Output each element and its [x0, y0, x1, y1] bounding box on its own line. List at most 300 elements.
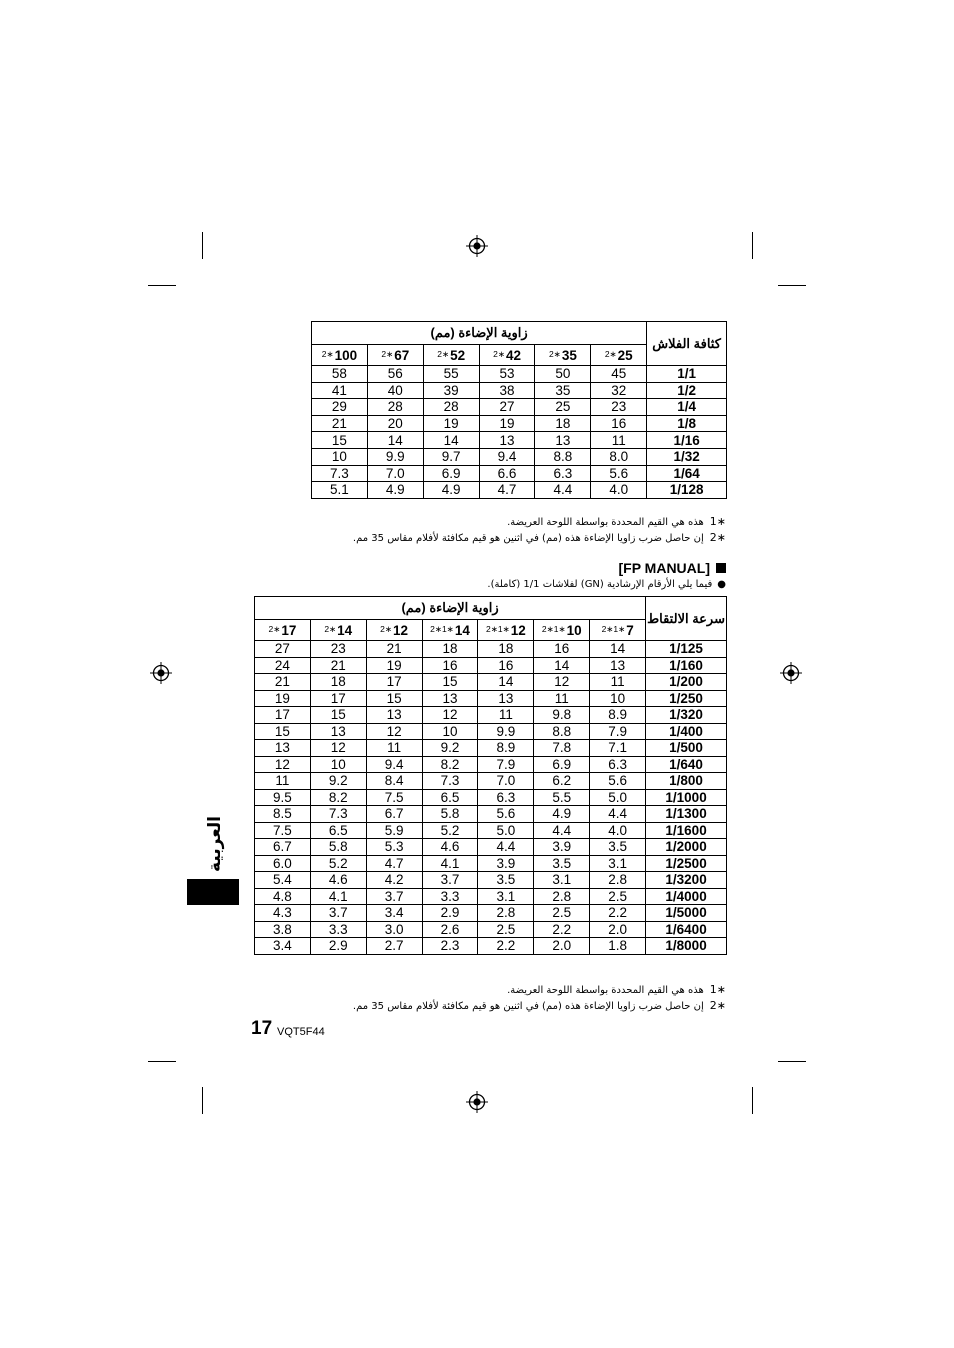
table-cell: 3.0 [366, 921, 422, 938]
column-header [535, 345, 591, 366]
table-cell: 21 [310, 657, 366, 674]
registration-mark-icon [780, 662, 802, 684]
table-row [312, 448, 727, 465]
table-cell: 12 [534, 674, 590, 691]
table-cell: 19 [366, 657, 422, 674]
row-label: 1/1000 [646, 789, 727, 806]
footnote-mark: 2∗ [548, 348, 561, 359]
table-cell: 11 [534, 690, 590, 707]
column-header [478, 620, 534, 641]
table-row [255, 921, 727, 938]
table-cell: 13 [479, 432, 535, 449]
table-cell: 3.3 [422, 888, 478, 905]
table-cell: 4.4 [478, 839, 534, 856]
column-value: 35 [561, 347, 577, 363]
table-cell: 4.4 [590, 806, 646, 823]
row-label: 1/800 [646, 773, 727, 790]
table-cell: 17 [255, 707, 311, 724]
row-label: 1/125 [646, 641, 727, 658]
table-cell: 9.5 [255, 789, 311, 806]
column-header [534, 620, 590, 641]
column-header [255, 620, 311, 641]
table-cell: 5.1 [312, 482, 368, 499]
illumination-angle-header: زاوية الإضاءة (مم) [312, 322, 647, 345]
row-label: 1/250 [646, 690, 727, 707]
row-label: 1/400 [646, 723, 727, 740]
table-cell: 12 [422, 707, 478, 724]
table-cell: 13 [422, 690, 478, 707]
table-cell: 2.2 [478, 938, 534, 955]
table-cell: 10 [590, 690, 646, 707]
footnote-mark: 2∗1∗ [430, 623, 454, 634]
table-cell: 18 [478, 641, 534, 658]
table-cell: 5.9 [366, 822, 422, 839]
footnote-text: هذه هي القيم المحددة بواسطة اللوحة العريضة. [507, 985, 704, 996]
table-cell: 3.9 [478, 855, 534, 872]
table-row [312, 366, 727, 383]
table-cell: 9.8 [534, 707, 590, 724]
table-cell: 9.9 [478, 723, 534, 740]
row-label: 1/6400 [646, 921, 727, 938]
row-label: 1/160 [646, 657, 727, 674]
table-cell: 6.3 [535, 465, 591, 482]
footnote-2 [353, 999, 726, 1012]
column-value: 42 [505, 347, 521, 363]
row-label: 1/1600 [646, 822, 727, 839]
language-tab [187, 879, 239, 905]
table-cell: 4.1 [310, 888, 366, 905]
column-value: 12 [393, 622, 409, 638]
table-cell: 4.4 [534, 822, 590, 839]
table-cell: 6.6 [479, 465, 535, 482]
table-cell: 15 [312, 432, 368, 449]
table-cell: 17 [366, 674, 422, 691]
table-cell: 4.7 [479, 482, 535, 499]
table-cell: 7.1 [590, 740, 646, 757]
table-cell: 8.2 [422, 756, 478, 773]
table-cell: 13 [478, 690, 534, 707]
table-cell: 11 [255, 773, 311, 790]
column-value: 14 [337, 622, 353, 638]
row-label: 1/320 [646, 707, 727, 724]
table-cell: 4.7 [366, 855, 422, 872]
trim-mark [202, 232, 203, 259]
table-cell: 41 [312, 382, 368, 399]
table-cell: 9.4 [366, 756, 422, 773]
table-cell: 10 [422, 723, 478, 740]
table-row [255, 839, 727, 856]
table-cell: 27 [479, 399, 535, 416]
row-label: 1/5000 [646, 905, 727, 922]
table-cell: 28 [367, 399, 423, 416]
table-cell: 8.8 [534, 723, 590, 740]
table-cell: 11 [366, 740, 422, 757]
section-title [618, 560, 726, 576]
table-cell: 18 [310, 674, 366, 691]
column-value: 67 [394, 347, 410, 363]
table-cell: 3.4 [366, 905, 422, 922]
flash-intensity-table [311, 321, 727, 499]
table-cell: 7.3 [422, 773, 478, 790]
language-label: العربية [205, 815, 225, 872]
table-row [255, 789, 727, 806]
table-cell: 4.0 [591, 482, 647, 499]
table-row [312, 382, 727, 399]
table-cell: 15 [310, 707, 366, 724]
column-header [367, 345, 423, 366]
table-row [312, 415, 727, 432]
table-cell: 11 [478, 707, 534, 724]
footnote-mark: 2∗ [709, 531, 726, 544]
row-label: 1/128 [647, 482, 727, 499]
table-cell: 13 [310, 723, 366, 740]
table-cell: 7.8 [534, 740, 590, 757]
table-cell: 4.4 [535, 482, 591, 499]
table-cell: 10 [312, 448, 368, 465]
footnote-1 [507, 515, 726, 528]
table-cell: 5.6 [590, 773, 646, 790]
table-cell: 7.5 [366, 789, 422, 806]
table-cell: 21 [366, 641, 422, 658]
table-cell: 9.4 [479, 448, 535, 465]
column-value: 17 [281, 622, 297, 638]
table-cell: 32 [591, 382, 647, 399]
table-cell: 6.5 [422, 789, 478, 806]
table-cell: 14 [478, 674, 534, 691]
shutter-speed-table [254, 596, 727, 955]
column-value: 14 [454, 622, 470, 638]
trim-mark [148, 1061, 176, 1062]
table-cell: 58 [312, 366, 368, 383]
table-cell: 18 [422, 641, 478, 658]
table-cell: 2.5 [590, 888, 646, 905]
table-cell: 19 [423, 415, 479, 432]
table-cell: 4.3 [255, 905, 311, 922]
table-row [312, 465, 727, 482]
trim-mark [778, 1061, 806, 1062]
table-cell: 5.8 [310, 839, 366, 856]
table-cell: 4.8 [255, 888, 311, 905]
row-label: 1/1 [647, 366, 727, 383]
table-cell: 6.9 [534, 756, 590, 773]
table-cell: 6.7 [255, 839, 311, 856]
table-cell: 12 [366, 723, 422, 740]
table-cell: 6.5 [310, 822, 366, 839]
table-cell: 2.7 [366, 938, 422, 955]
table-cell: 9.9 [367, 448, 423, 465]
table-cell: 15 [255, 723, 311, 740]
table-cell: 55 [423, 366, 479, 383]
table-cell: 8.0 [591, 448, 647, 465]
footnote-mark: 2∗ [437, 348, 450, 359]
table-row [255, 756, 727, 773]
table-cell: 23 [591, 399, 647, 416]
table-cell: 27 [255, 641, 311, 658]
table-cell: 5.5 [534, 789, 590, 806]
table-cell: 23 [310, 641, 366, 658]
table-row [255, 740, 727, 757]
footnote-mark: 1∗ [709, 983, 726, 996]
table-row [255, 806, 727, 823]
table-row [255, 773, 727, 790]
table-cell: 9.7 [423, 448, 479, 465]
footnote-mark: 2∗ [321, 348, 334, 359]
table-cell: 3.1 [478, 888, 534, 905]
table-cell: 4.9 [367, 482, 423, 499]
trim-mark [752, 1087, 753, 1114]
row-label: 1/8 [647, 415, 727, 432]
column-header [310, 620, 366, 641]
table-cell: 53 [479, 366, 535, 383]
table-cell: 2.2 [590, 905, 646, 922]
table-cell: 3.5 [478, 872, 534, 889]
registration-mark-icon [466, 1091, 488, 1113]
table-cell: 16 [534, 641, 590, 658]
column-header [590, 620, 646, 641]
footnote-mark: 2∗ [324, 623, 337, 634]
table-row [255, 872, 727, 889]
table-cell: 56 [367, 366, 423, 383]
table-cell: 2.8 [534, 888, 590, 905]
table-cell: 15 [422, 674, 478, 691]
table-cell: 11 [590, 674, 646, 691]
row-label: 1/2 [647, 382, 727, 399]
table-cell: 7.3 [310, 806, 366, 823]
trim-mark [752, 232, 753, 259]
footnote-mark: 2∗ [380, 623, 393, 634]
table-row [255, 674, 727, 691]
table-cell: 7.5 [255, 822, 311, 839]
footnote-text: إن حاصل ضرب زاويا الإضاءة هذه (مم) في اثنين هو قيم مكافئة لأفلام مقاس 35 مم. [352, 1001, 704, 1012]
table-cell: 19 [479, 415, 535, 432]
table-cell: 13 [590, 657, 646, 674]
table-cell: 5.6 [591, 465, 647, 482]
table-cell: 4.6 [422, 839, 478, 856]
table-cell: 8.9 [478, 740, 534, 757]
table-cell: 5.4 [255, 872, 311, 889]
table-cell: 16 [591, 415, 647, 432]
page-number: 17 [251, 1018, 273, 1039]
row-label: 1/1300 [646, 806, 727, 823]
table-cell: 3.4 [255, 938, 311, 955]
row-label: 1/4000 [646, 888, 727, 905]
footnote-mark: 2∗ [493, 348, 505, 359]
footnote-mark: 2∗1∗ [601, 623, 626, 634]
row-label: 1/2000 [646, 839, 727, 856]
table-cell: 15 [366, 690, 422, 707]
table-cell: 2.9 [422, 905, 478, 922]
footnote-text: هذه هي القيم المحددة بواسطة اللوحة العريضة. [507, 517, 704, 528]
row-label: 1/8000 [646, 938, 727, 955]
row-label: 1/500 [646, 740, 727, 757]
table-cell: 16 [478, 657, 534, 674]
table-row [312, 482, 727, 499]
table-cell: 9.2 [310, 773, 366, 790]
table-cell: 5.2 [310, 855, 366, 872]
table-cell: 8.4 [366, 773, 422, 790]
column-value: 10 [566, 622, 582, 638]
table-cell: 2.9 [310, 938, 366, 955]
table-cell: 3.5 [534, 855, 590, 872]
table-cell: 7.0 [367, 465, 423, 482]
row-label: 1/200 [646, 674, 727, 691]
table-cell: 8.5 [255, 806, 311, 823]
table-cell: 2.5 [478, 921, 534, 938]
table-row [255, 723, 727, 740]
table-cell: 3.7 [366, 888, 422, 905]
table-cell: 8.8 [535, 448, 591, 465]
table-row [255, 657, 727, 674]
table-cell: 6.7 [366, 806, 422, 823]
bullet-text: فيما يلي الأرقام الإرشادية (GN) لفلاشات 1/1 (كاملة). [487, 579, 713, 590]
table-cell: 7.9 [478, 756, 534, 773]
table-row [255, 690, 727, 707]
table-row [255, 707, 727, 724]
table-cell: 3.1 [534, 872, 590, 889]
flash-intensity-header: كثافة الفلاش [647, 322, 727, 366]
row-label: 1/16 [647, 432, 727, 449]
table-cell: 21 [312, 415, 368, 432]
table-cell: 3.3 [310, 921, 366, 938]
table-cell: 6.9 [423, 465, 479, 482]
registration-mark-icon [150, 662, 172, 684]
footnote-mark: 2∗ [709, 999, 726, 1012]
square-bullet-icon [716, 563, 726, 573]
row-label: 1/4 [647, 399, 727, 416]
table-cell: 2.5 [534, 905, 590, 922]
table-cell: 3.1 [590, 855, 646, 872]
table-row [255, 855, 727, 872]
table-cell: 3.7 [422, 872, 478, 889]
footnote-mark: 2∗1∗ [486, 623, 510, 634]
footnote-mark: 2∗ [604, 348, 617, 359]
table-cell: 13 [366, 707, 422, 724]
table-cell: 3.9 [534, 839, 590, 856]
table-cell: 4.9 [423, 482, 479, 499]
column-value: 25 [617, 347, 633, 363]
table-row [255, 888, 727, 905]
table-cell: 2.0 [590, 921, 646, 938]
table-cell: 7.9 [590, 723, 646, 740]
row-label: 1/3200 [646, 872, 727, 889]
table-cell: 8.2 [310, 789, 366, 806]
section-title-text: [FP MANUAL] [618, 560, 710, 576]
table-cell: 39 [423, 382, 479, 399]
table-cell: 45 [591, 366, 647, 383]
table-cell: 6.0 [255, 855, 311, 872]
table-cell: 5.3 [366, 839, 422, 856]
footnote-mark: 1∗ [709, 515, 726, 528]
table-cell: 3.5 [590, 839, 646, 856]
table-cell: 25 [535, 399, 591, 416]
table-cell: 14 [367, 432, 423, 449]
row-label: 1/640 [646, 756, 727, 773]
row-label: 1/32 [647, 448, 727, 465]
table-cell: 5.0 [478, 822, 534, 839]
footnote-mark: 2∗ [268, 623, 281, 634]
table-cell: 16 [422, 657, 478, 674]
footnote-2 [353, 531, 726, 544]
table-cell: 9.2 [422, 740, 478, 757]
footnote-1 [507, 983, 726, 996]
table-cell: 4.1 [422, 855, 478, 872]
trim-mark [778, 285, 806, 286]
table-cell: 2.2 [534, 921, 590, 938]
table-cell: 20 [367, 415, 423, 432]
table-cell: 3.8 [255, 921, 311, 938]
table-row [312, 399, 727, 416]
table-cell: 13 [255, 740, 311, 757]
table-cell: 14 [590, 641, 646, 658]
table-cell: 2.3 [422, 938, 478, 955]
table-row [255, 641, 727, 658]
table-cell: 5.8 [422, 806, 478, 823]
table-cell: 2.6 [422, 921, 478, 938]
table-cell: 18 [535, 415, 591, 432]
table-cell: 29 [312, 399, 368, 416]
footnote-mark: 2∗1∗ [541, 623, 566, 634]
table-cell: 21 [255, 674, 311, 691]
table-cell: 40 [367, 382, 423, 399]
table-cell: 5.6 [478, 806, 534, 823]
table-cell: 19 [255, 690, 311, 707]
table-cell: 5.0 [590, 789, 646, 806]
row-label: 1/64 [647, 465, 727, 482]
table-cell: 6.2 [534, 773, 590, 790]
table-cell: 1.8 [590, 938, 646, 955]
table-cell: 4.9 [534, 806, 590, 823]
table-cell: 14 [423, 432, 479, 449]
bullet-icon: ● [717, 579, 726, 590]
table-row [312, 432, 727, 449]
table-cell: 6.3 [590, 756, 646, 773]
table-cell: 4.0 [590, 822, 646, 839]
column-value: 52 [450, 347, 466, 363]
table-cell: 4.6 [310, 872, 366, 889]
column-header [422, 620, 478, 641]
column-header [423, 345, 479, 366]
table-cell: 7.3 [312, 465, 368, 482]
column-header [366, 620, 422, 641]
table-cell: 11 [591, 432, 647, 449]
table-cell: 8.9 [590, 707, 646, 724]
registration-mark-icon [466, 235, 488, 257]
table-cell: 38 [479, 382, 535, 399]
table-cell: 6.3 [478, 789, 534, 806]
table-cell: 2.8 [478, 905, 534, 922]
section-bullet [487, 579, 726, 590]
row-label: 1/2500 [646, 855, 727, 872]
column-header [591, 345, 647, 366]
table-row [255, 822, 727, 839]
table-cell: 13 [535, 432, 591, 449]
table-cell: 5.2 [422, 822, 478, 839]
column-value: 7 [626, 622, 634, 638]
table-row [255, 938, 727, 955]
table-cell: 28 [423, 399, 479, 416]
table-cell: 2.8 [590, 872, 646, 889]
table-cell: 50 [535, 366, 591, 383]
table-cell: 12 [310, 740, 366, 757]
column-value: 100 [334, 347, 358, 363]
table-cell: 10 [310, 756, 366, 773]
illumination-angle-header: زاوية الإضاءة (مم) [255, 597, 646, 620]
table-cell: 24 [255, 657, 311, 674]
table-row [255, 905, 727, 922]
table-cell: 17 [310, 690, 366, 707]
table-cell: 35 [535, 382, 591, 399]
table-cell: 14 [534, 657, 590, 674]
